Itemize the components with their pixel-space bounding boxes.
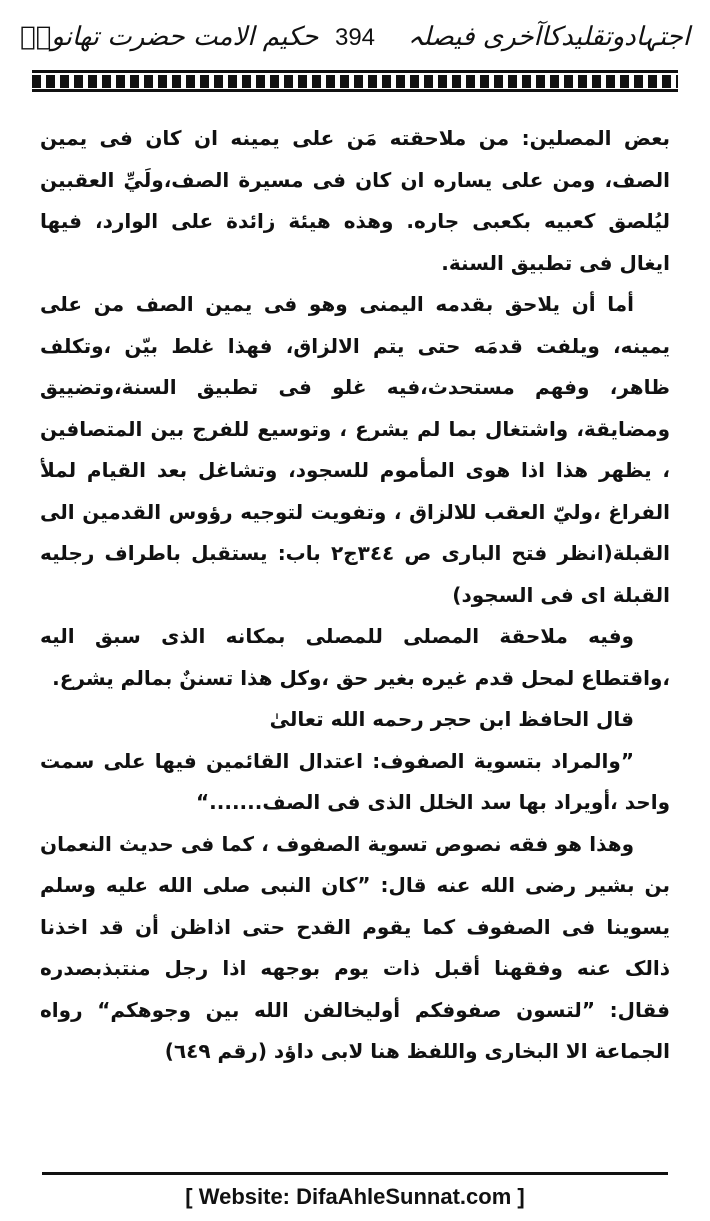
website-footer: [ Website: DifaAhleSunnat.com ]: [185, 1184, 525, 1209]
paragraph: بعض المصلين: من ملاحقته مَن على يمينه ان كان فى يمين الصف، ومن على يساره ان كان فى مسيرة الصف،ولَيِّ العقبين ليُلصق كعبيه بكعبى جاره. وهذه هيئة زائدة على الوارد، فيها ايغال فى تطبيق السنة.: [40, 126, 670, 275]
paragraph-heading: قال الحافظ ابن حجر رحمه الله تعالىٰ: [269, 707, 634, 731]
quote-paragraph: ”والمراد بتسوية الصفوف: اعتدال القائمين فيها على سمت واحد ،أويراد بها سد الخلل الذى فى الصف.......“: [40, 748, 670, 814]
page-header: [20, 18, 690, 58]
paragraph: وهذا هو فقه نصوص تسوية الصفوف ، كما فى حديث النعمان بن بشير رضى الله عنه قال: ”كان النبى صلى الله عليه وسلم يسوينا فى الصفوف كما يقوم القدح حتى اذاظن أن قد اخذنا ذالک عنه وفقهنا أقبل ذات يوم بوجهه اذا رجل منتبذبصدره فقال: ”لتسون صفوفكم أوليخالفن الله بين وجوهكم“ رواه الجماعة الا البخارى واللفظ هنا لابى داؤد (رقم ٦٤٩): [40, 831, 670, 1063]
ornamental-divider: [32, 66, 678, 96]
page-number: 394: [334, 24, 376, 51]
book-title: اجتہادوتقلیدکاآخری فیصلہ: [407, 22, 690, 52]
footer-divider: [42, 1172, 668, 1175]
author-name: حکیم الامت حضرت تھانویؒ: [20, 22, 319, 52]
body-text: [40, 118, 670, 1073]
paragraph: وفيه ملاحقة المصلى للمصلى بمكانه الذى سبق اليه ،واقتطاع لمحل قدم غيره بغير حق ،وكل هذا تسننٌ بمالم يشرع.: [40, 624, 670, 690]
paragraph: أما أن يلاحق بقدمه اليمنى وهو فى يمين الصف من على يمينه، ويلفت قدمَه حتى يتم الالزاق، فهذا غلط بيّن ،وتكلف ظاهر، وفهم مستحدث،فيه غلو فى تطبيق السنة،وتضييق ومضايقة، واشتغال بما لم يشرع ، وتوسيع للفرج بين المتصافين ، يظهر هذا اذا هوى المأموم للسجود، وتشاغل بعد القيام لملأ الفراغ ،وليّ العقب للالزاق ، وتفويت لتوجيه رؤوس القدمين الى القبلة(انظر فتح البارى ص ٣٤٤ج٢ باب: يستقبل باطراف رجليه القبلة اى فى السجود): [40, 292, 670, 607]
